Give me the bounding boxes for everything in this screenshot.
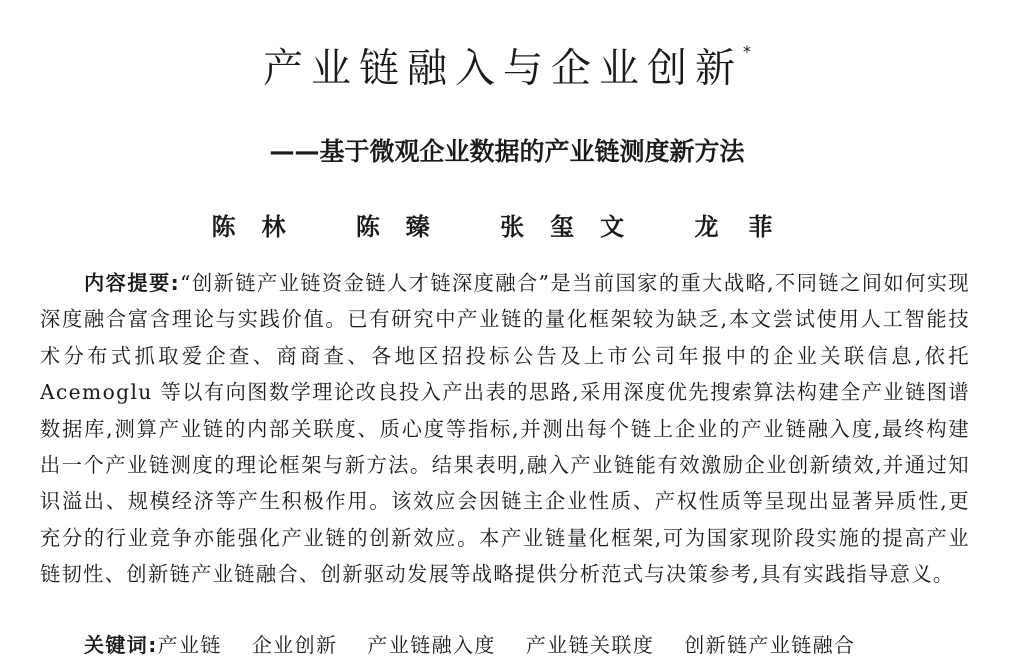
- keyword-3: 产业链融入度: [367, 633, 496, 657]
- title-footnote-mark: *: [743, 42, 751, 61]
- paper-title: [0, 34, 1014, 96]
- author-4: 龙菲: [694, 213, 803, 241]
- author-3: 张玺文: [500, 213, 651, 241]
- keyword-2: 企业创新: [251, 633, 338, 657]
- abstract-paragraph: [40, 265, 970, 593]
- keyword-1: 产业链: [157, 633, 222, 657]
- keywords-line: [84, 630, 984, 660]
- paper-title-text: 产业链融入与企业创新: [263, 45, 743, 92]
- author-list: [0, 210, 1014, 244]
- author-2: 陈臻: [355, 213, 456, 241]
- abstract-label: 内容提要:: [84, 271, 181, 295]
- keyword-4: 产业链关联度: [525, 633, 655, 657]
- author-1: 陈林: [211, 213, 312, 241]
- abstract-text: “创新链产业链资金链人才链深度融合”是当前国家的重大战略,不同链之间如何实现深度融合富含理论与实践价值。已有研究中产业链的量化框架较为缺乏,本文尝试使用人工智能技术分布式抓取爱企查、商商查、各地区招投标公告及上市公司年报中的企业关联信息,依托 Acemoglu 等以有向图数学理论改良投入产出表的思路,采用深度优先搜索算法构建全产业链图谱数据库,测算产业链的内部关联度、质心度等指标,并测出每个链上企业的产业链融入度,最终构建出一个产业链测度的理论框架与新方法。结果表明,融入产业链能有效激励企业创新绩效,并通过知识溢出、规模经济等产生积极作用。该效应会因链主企业性质、产权性质等呈现出显著异质性,更充分的行业竞争亦能强化产业链的创新效应。本产业链量化框架,可为国家现阶段实施的提高产业链韧性、创新链产业链融合、创新驱动发展等战略提供分析范式与决策参考,具有实践指导意义。: [40, 271, 970, 587]
- keywords-label: 关键词:: [84, 633, 158, 657]
- keyword-5: 创新链产业链融合: [684, 633, 856, 657]
- paper-subtitle: ——基于微观企业数据的产业链测度新方法: [269, 137, 745, 166]
